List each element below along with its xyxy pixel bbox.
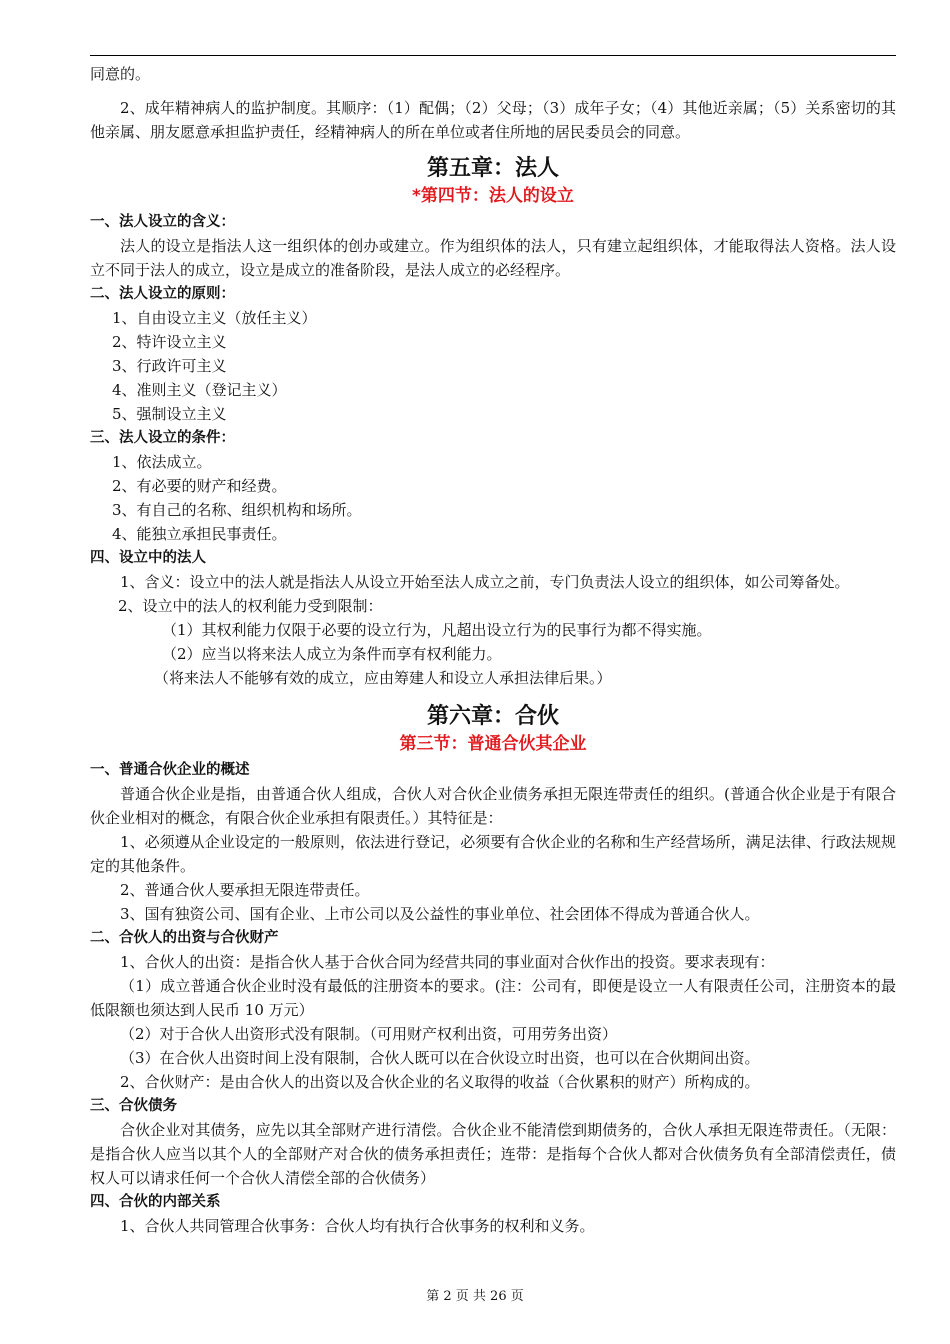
note: （将来法人不能够有效的成立，应由筹建人和设立人承担法律后果。） bbox=[154, 669, 612, 687]
chapter-title: 第五章：法人 bbox=[426, 156, 559, 181]
paragraph: 普通合伙企业是指，由普通合伙人组成，合伙人对合伙企业债务承担无限连带责任的组织。(普通合伙企业是于有限合伙企业相对的概念，有限合伙企业承担有限责任。）其特征是： bbox=[90, 785, 896, 827]
document-page bbox=[90, 62, 896, 1238]
list-item: 1、自由设立主义（放任主义） bbox=[112, 309, 317, 327]
paragraph: 2、合伙财产：是由合伙人的出资以及合伙企业的名义取得的收益（合伙累积的财产）所构成的。 bbox=[120, 1073, 760, 1091]
list-item: 1、必须遵从企业设定的一般原则，依法进行登记，必须要有合伙企业的名称和生产经营场所，满足法律、行政法规规定的其他条件。 bbox=[90, 833, 896, 875]
list-item: 2、有必要的财产和经费。 bbox=[112, 477, 287, 495]
paragraph: （3）在合伙人出资时间上没有限制，合伙人既可以在合伙设立时出资，也可以在合伙期间出资。 bbox=[120, 1049, 760, 1067]
section-title: *第四节：法人的设立 bbox=[412, 186, 574, 206]
paragraph: 1、含义：设立中的法人就是指法人从设立开始至法人成立之前，专门负责法人设立的组织体，如公司筹备处。 bbox=[120, 573, 850, 591]
heading: 三、合伙债务 bbox=[90, 1098, 177, 1114]
list-item: 3、国有独资公司、国有企业、上市公司以及公益性的事业单位、社会团体不得成为普通合伙人。 bbox=[120, 905, 760, 923]
paragraph: 2、设立中的法人的权利能力受到限制： bbox=[118, 597, 383, 615]
list-item: 4、能独立承担民事责任。 bbox=[112, 525, 287, 543]
heading: 四、设立中的法人 bbox=[90, 550, 206, 566]
heading: 二、合伙人的出资与合伙财产 bbox=[90, 930, 279, 946]
chapter-title: 第六章：合伙 bbox=[426, 704, 559, 729]
heading: 四、合伙的内部关系 bbox=[90, 1194, 221, 1210]
list-item: 2、普通合伙人要承担无限连带责任。 bbox=[120, 881, 370, 899]
heading: 一、法人设立的含义： bbox=[90, 214, 235, 230]
heading: 一、普通合伙企业的概述 bbox=[90, 762, 250, 778]
paragraph: 法人的设立是指法人这一组织体的创办或建立。作为组织体的法人，只有建立起组织体，才能取得法人资格。法人设立不同于法人的成立，设立是成立的准备阶段，是法人成立的必经程序。 bbox=[90, 237, 896, 279]
paragraph: （2）对于合伙人出资形式没有限制。（可用财产权利出资，可用劳务出资） bbox=[120, 1025, 618, 1043]
list-item: 3、有自己的名称、组织机构和场所。 bbox=[112, 501, 362, 519]
paragraph: 2、成年精神病人的监护制度。其顺序：（1）配偶；（2）父母；（3）成年子女；（4）其他近亲属；（5）关系密切的其他亲属、朋友愿意承担监护责任，经精神病人的所在单位或者住所地的居民委员会的同意。 bbox=[90, 99, 896, 141]
paragraph: （1）其权利能力仅限于必要的设立行为，凡超出设立行为的民事行为都不得实施。 bbox=[162, 621, 712, 639]
paragraph: 1、合伙人共同管理合伙事务：合伙人均有执行合伙事务的权利和义务。 bbox=[120, 1217, 595, 1235]
list-item: 3、行政许可主义 bbox=[112, 357, 227, 375]
paragraph: 1、合伙人的出资：是指合伙人基于合伙合同为经营共同的事业面对合伙作出的投资。要求表现有： bbox=[120, 953, 775, 971]
heading: 二、法人设立的原则： bbox=[90, 286, 235, 302]
paragraph: 合伙企业对其债务，应先以其全部财产进行清偿。合伙企业不能清偿到期债务的，合伙人承担无限连带责任。（无限：是指合伙人应当以其个人的全部财产对合伙的债务承担责任；连带：是指每个合伙人都对合伙债务负有全部清偿责任，债权人可以请求任何一个合伙人清偿全部的合伙债务） bbox=[90, 1121, 896, 1187]
paragraph: （1）成立普通合伙企业时没有最低的注册资本的要求。(注：公司有，即便是设立一人有限责任公司，注册资本的最低限额也须达到人民币 10 万元） bbox=[90, 977, 896, 1019]
paragraph: 同意的。 bbox=[90, 65, 151, 83]
page-number: 第 2 页 共 26 页 bbox=[426, 1289, 524, 1304]
list-item: 2、特许设立主义 bbox=[112, 333, 227, 351]
list-item: 5、强制设立主义 bbox=[112, 405, 227, 423]
heading: 三、法人设立的条件： bbox=[90, 430, 235, 446]
paragraph: （2）应当以将来法人成立为条件而享有权利能力。 bbox=[162, 645, 502, 663]
list-item: 1、依法成立。 bbox=[112, 453, 212, 471]
header-rule bbox=[90, 55, 896, 56]
section-title: 第三节：普通合伙其企业 bbox=[399, 734, 587, 754]
list-item: 4、准则主义（登记主义） bbox=[112, 381, 287, 399]
